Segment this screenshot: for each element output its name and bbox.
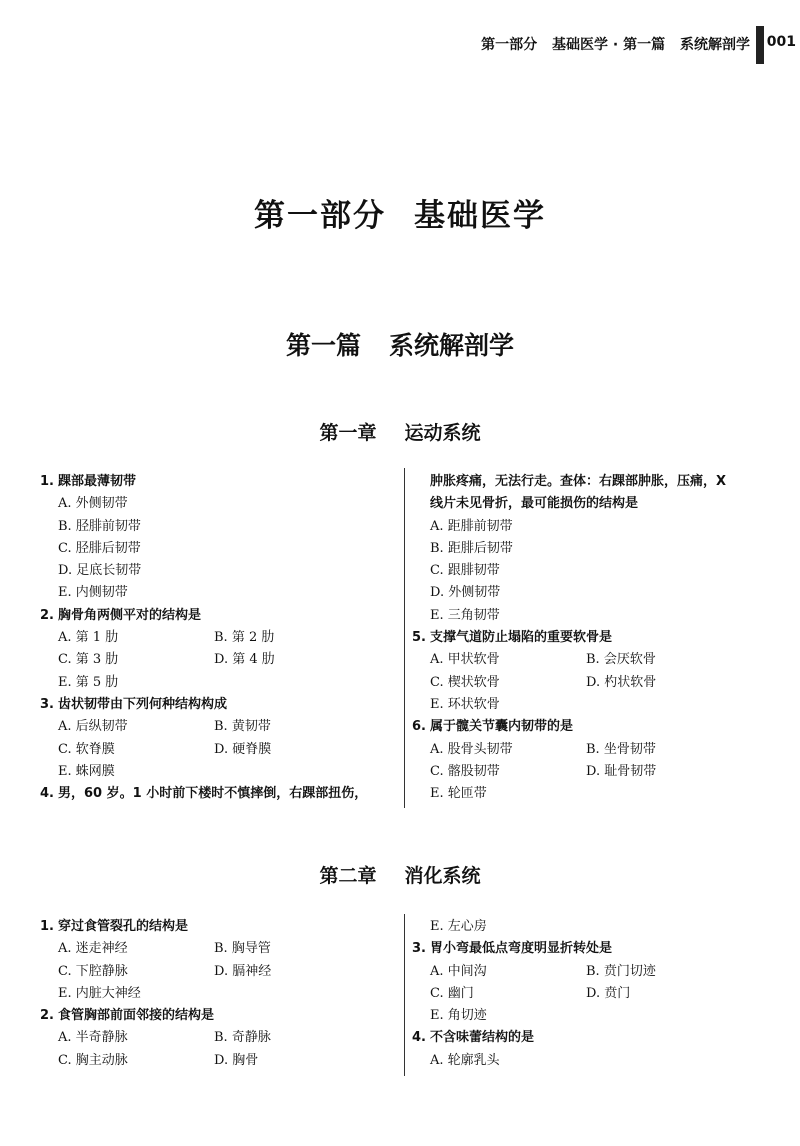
option-c: C. 软脊膜 [58, 741, 115, 757]
option-d: D. 贲门 [586, 985, 631, 1001]
question-number: 3. [412, 941, 426, 957]
chapter-2-number: 第二章 [319, 865, 377, 887]
option-d: D. 耻骨韧带 [586, 763, 657, 779]
question-2-2 [40, 1005, 400, 1072]
question-number: 1. [40, 474, 54, 489]
option-d: D. 胸骨 [214, 1052, 259, 1068]
question-1-2 [40, 605, 400, 694]
option-b: B. 奇静脉 [214, 1030, 271, 1046]
page-number: 001 [766, 34, 796, 50]
question-stem-line-2: 肿胀疼痛，无法行走。查体：右踝部肿胀，压痛，X [430, 474, 727, 489]
option-a: A. 第 1 肋 [58, 630, 119, 646]
chapter-2-right-column [412, 916, 772, 1072]
option-c: C. 胫腓后韧带 [58, 540, 141, 556]
chapter-2-name: 消化系统 [404, 865, 481, 887]
question-2-4 [412, 1027, 772, 1072]
header-section: 基础医学 · 第一篇 [552, 37, 666, 53]
option-d: D. 杓状软骨 [586, 674, 657, 690]
question-1-3 [40, 694, 400, 783]
question-stem-line-3: 线片未见骨折，最可能损伤的结构是 [430, 496, 639, 512]
option-b: B. 距腓后韧带 [430, 540, 513, 556]
option-c: C. 髂股韧带 [430, 763, 500, 779]
option-e: E. 第 5 肋 [58, 674, 119, 690]
option-a: A. 外侧韧带 [58, 496, 128, 512]
question-stem: 穿过食管裂孔的结构是 [58, 919, 189, 934]
option-a: A. 后纵韧带 [58, 719, 128, 735]
column-divider [404, 468, 405, 808]
option-c: C. 第 3 肋 [58, 652, 119, 668]
option-a: A. 迷走神经 [58, 941, 128, 957]
question-number: 2. [40, 607, 54, 623]
option-a: A. 半奇静脉 [58, 1030, 128, 1046]
chapter-2-left-column [40, 916, 400, 1072]
question-stem: 不含味蕾结构的是 [430, 1030, 535, 1046]
question-stem: 食管胸部前面邻接的结构是 [58, 1008, 215, 1024]
option-a: A. 甲状软骨 [430, 652, 500, 668]
chapter-1-left-column [40, 471, 400, 805]
column-divider [404, 914, 405, 1076]
option-a: A. 股骨头韧带 [430, 741, 513, 757]
question-2-1 [40, 916, 400, 1005]
book-title [0, 326, 800, 362]
header-breadcrumb [471, 34, 750, 54]
book-title-right: 系统解剖学 [389, 331, 515, 360]
option-e: E. 轮匝带 [430, 786, 487, 802]
chapter-1-title [0, 418, 800, 445]
question-number: 6. [412, 719, 426, 735]
option-e: E. 角切迹 [430, 1008, 487, 1024]
question-stem: 支撑气道防止塌陷的重要软骨是 [430, 630, 613, 646]
option-e: E. 蛛网膜 [58, 763, 115, 779]
option-b: B. 黄韧带 [214, 719, 271, 735]
question-stem: 齿状韧带由下列何种结构构成 [58, 696, 228, 712]
chapter-1-number: 第一章 [319, 422, 377, 444]
option-b: B. 胫腓前韧带 [58, 518, 141, 534]
question-1-5 [412, 627, 772, 716]
question-number: 4. [40, 786, 54, 802]
option-d: D. 膈神经 [214, 963, 272, 979]
option-e: E. 内侧韧带 [58, 585, 128, 601]
chapter-1-right-column [412, 471, 772, 805]
question-number: 5. [412, 630, 426, 646]
part-title-left: 第一部分 [254, 198, 386, 234]
question-stem: 踝部最薄韧带 [58, 474, 137, 489]
option-b: B. 贲门切迹 [586, 963, 656, 979]
page-tab-marker [756, 26, 764, 64]
question-1-4 [40, 783, 400, 805]
book-title-left: 第一篇 [285, 331, 361, 360]
option-b: B. 胸导管 [214, 941, 271, 957]
question-stem: 属于髋关节囊内韧带的是 [430, 719, 574, 735]
option-d: D. 第 4 肋 [214, 652, 275, 668]
question-number: 2. [40, 1008, 54, 1024]
question-1-6 [412, 716, 772, 805]
option-d: D. 硬脊膜 [214, 741, 272, 757]
option-a: A. 轮廓乳头 [430, 1052, 500, 1068]
option-b: B. 会厌软骨 [586, 652, 656, 668]
part-title-right: 基础医学 [414, 198, 546, 234]
option-c: C. 跟腓韧带 [430, 563, 500, 579]
question-stem: 胃小弯最低点弯度明显折转处是 [430, 941, 613, 957]
option-b: B. 坐骨韧带 [586, 741, 656, 757]
question-number: 3. [40, 696, 54, 712]
option-e: E. 左心房 [430, 919, 487, 934]
chapter-2-title [0, 861, 800, 888]
option-d: D. 足底长韧带 [58, 563, 142, 579]
option-c: C. 胸主动脉 [58, 1052, 128, 1068]
part-title [0, 190, 800, 235]
option-a: A. 中间沟 [430, 963, 487, 979]
option-e: E. 环状软骨 [430, 696, 500, 712]
chapter-1-name: 运动系统 [404, 422, 481, 444]
option-c: C. 幽门 [430, 985, 474, 1001]
running-header [0, 26, 800, 66]
question-1-4-continued [412, 471, 772, 627]
option-c: C. 下腔静脉 [58, 963, 128, 979]
option-b: B. 第 2 肋 [214, 630, 275, 646]
question-1-1 [40, 471, 400, 605]
option-a: A. 距腓前韧带 [430, 518, 513, 534]
question-2-2-continued [412, 916, 772, 938]
question-stem-line-1: 男，60 岁。1 小时前下楼时不慎摔倒，右踝部扭伤， [58, 786, 368, 802]
question-number: 1. [40, 919, 54, 934]
option-e: E. 内脏大神经 [58, 985, 141, 1001]
question-number: 4. [412, 1030, 426, 1046]
option-e: E. 三角韧带 [430, 607, 500, 623]
question-2-3 [412, 938, 772, 1027]
question-stem: 胸骨角两侧平对的结构是 [58, 607, 202, 623]
option-c: C. 楔状软骨 [430, 674, 500, 690]
header-part: 第一部分 [481, 37, 538, 53]
option-d: D. 外侧韧带 [430, 585, 501, 601]
header-book: 系统解剖学 [680, 37, 750, 53]
